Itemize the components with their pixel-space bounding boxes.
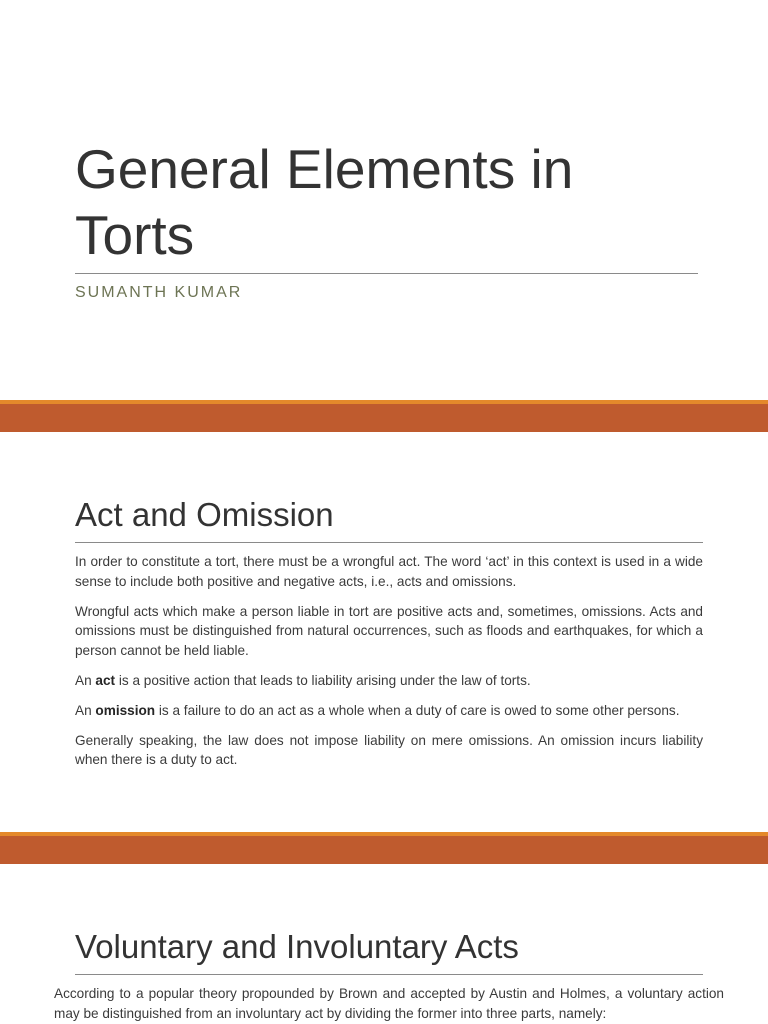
act-definition: is a positive action that leads to liability arising under the law of torts.	[118, 672, 531, 688]
slide-heading-act-omission: Act and Omission	[75, 496, 334, 533]
title-line-1: General Elements in	[75, 138, 574, 200]
heading-divider	[75, 542, 703, 543]
voluntary-acts-body	[54, 984, 724, 1024]
paragraph-liability: Generally speaking, the law does not impose liability on mere omissions. An omission incurs liability when there is a duty to act.	[75, 732, 703, 767]
paragraph-act	[75, 671, 703, 691]
paragraph-voluntary-theory: According to a popular theory propounded by Brown and accepted by Austin and Holmes, a voluntary action may be distinguished from an involuntary act by dividing the former into three parts, namely:	[54, 986, 724, 1021]
paragraph-definition: In order to constitute a tort, there must be a wrongful act. The word ‘act’ in this context is used in a wide sense to include both positive and negative acts, i.e., acts and omissions.	[75, 554, 703, 589]
slide-body	[75, 552, 703, 780]
title-slide	[0, 0, 768, 400]
slide-separator-1	[0, 400, 768, 432]
title-divider	[75, 273, 698, 274]
omission-definition: is a failure to do an act as a whole when a duty of care is owed to some other persons.	[158, 702, 680, 718]
term-act: act	[95, 672, 116, 688]
act-prefix: An	[75, 672, 92, 688]
paragraph-wrongful-acts: Wrongful acts which make a person liable in tort are positive acts and, sometimes, omissions. Acts and omissions must be distinguished from natural occurrences, such as floods and earthquakes, for which a person cannot be held liable.	[75, 603, 703, 658]
paragraph-omission	[75, 701, 703, 721]
heading-divider-voluntary	[75, 974, 703, 975]
author-name: SUMANTH KUMAR	[75, 284, 243, 301]
presentation-title	[75, 136, 695, 268]
slide-separator-2	[0, 832, 768, 864]
slide-heading-voluntary-acts: Voluntary and Involuntary Acts	[75, 928, 519, 965]
omission-prefix: An	[75, 702, 92, 718]
act-omission-slide	[0, 432, 768, 832]
term-omission: omission	[95, 702, 156, 718]
title-line-2: Torts	[75, 204, 195, 266]
